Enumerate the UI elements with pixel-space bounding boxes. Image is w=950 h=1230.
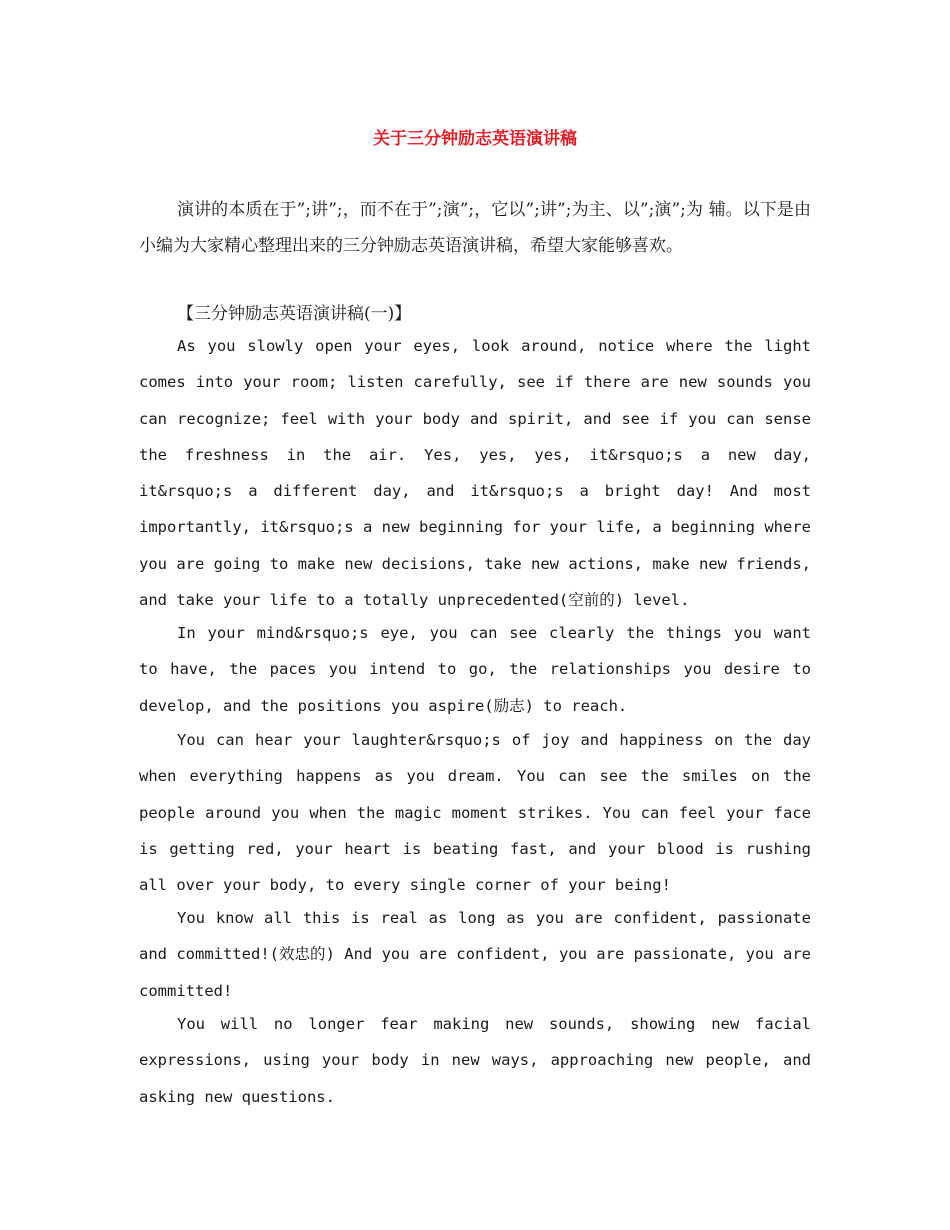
speech-paragraph: As you slowly open your eyes, look around, notice where the light comes into your room; listen carefully, see if there are new sounds you can recognize; feel with your body and spirit, and see if you can sense the freshness in the air. Yes, yes, yes, it&rsquo;s a new day, it&rsquo;s a different day, and it&rsquo;s a bright day! And most importantly, it&rsquo;s a new beginning for your life, a beginning where you are going to make new decisions, take new actions, make new friends, and take your life to a totally unprecedented(空前的) level. (139, 337, 811, 610)
document-title: 关于三分钟励志英语演讲稿 (373, 129, 577, 149)
speech-paragraph: You can hear your laughter&rsquo;s of joy and happiness on the day when everything happens as you dream. You can see the smiles on the people around you when the magic moment strikes. You can feel your face is getting red, your heart is beating fast, and your blood is rushing all over your body, to every single corner of your being! (139, 731, 811, 895)
speech-paragraph: You will no longer fear making new sounds, showing new facial expressions, using your body in new ways, approaching new people, and asking new questions. (139, 1015, 811, 1106)
speech-paragraph: You know all this is real as long as you are confident, passionate and committed!(效忠的) And you are confident, you are passionate, you are committed! (139, 909, 811, 1000)
section-heading: 【三分钟励志英语演讲稿(一)】 (177, 304, 412, 324)
intro-paragraph: 演讲的本质在于”;讲”;，而不在于”;演”;，它以”;讲”;为主、以”;演”;为 辅。以下是由小编为大家精心整理出来的三分钟励志英语演讲稿，希望大家能够喜欢。 (139, 200, 812, 256)
speech-paragraph: In your mind&rsquo;s eye, you can see clearly the things you want to have, the paces you intend to go, the relationships you desire to develop, and the positions you aspire(励志) to reach. (139, 624, 811, 715)
